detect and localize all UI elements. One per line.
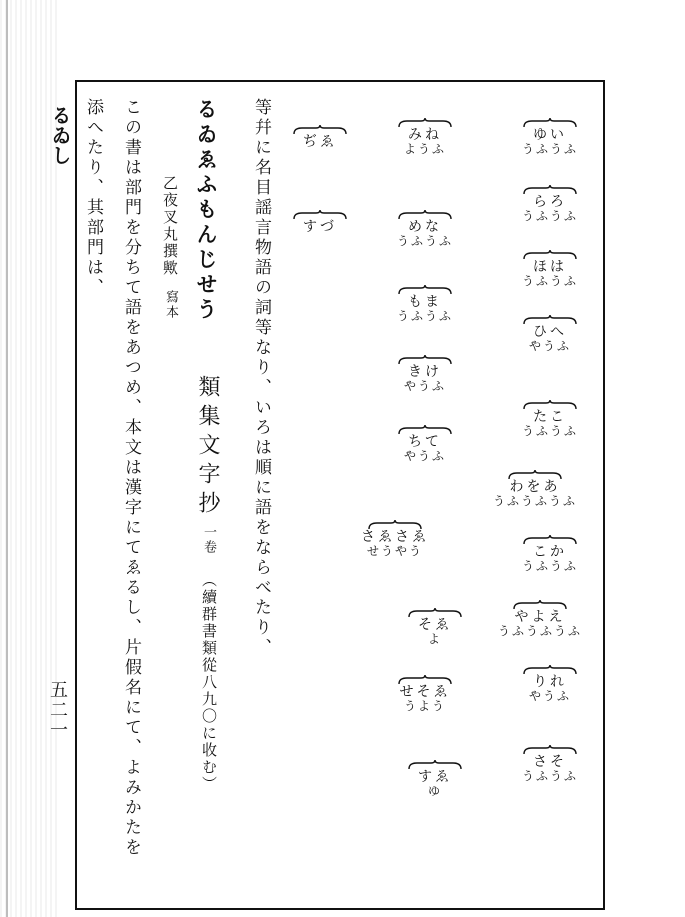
kana-pair bbox=[520, 535, 580, 577]
kana-pair-label: こか bbox=[533, 544, 567, 560]
kana-pair bbox=[290, 210, 350, 252]
kana-pair bbox=[395, 210, 455, 252]
kana-pair-reading: ようふ bbox=[403, 142, 446, 157]
description-line-3: 添へたり、其部門は、 bbox=[83, 98, 103, 298]
kana-pair-label: わをあ bbox=[509, 479, 561, 495]
kana-pair bbox=[520, 185, 580, 227]
kana-pair-label: みね bbox=[408, 127, 442, 143]
kana-pair bbox=[520, 118, 580, 160]
kana-pair bbox=[520, 745, 580, 787]
kana-pair-label: そゑ bbox=[418, 617, 452, 633]
kana-pair-reading: やうふ bbox=[403, 379, 446, 394]
entry-author: 乙夜叉丸撰歟 bbox=[161, 175, 179, 277]
kana-pair bbox=[395, 285, 455, 327]
kana-pair bbox=[520, 400, 580, 442]
kana-pair bbox=[520, 315, 580, 357]
kana-pair-reading: やうふ bbox=[403, 449, 446, 464]
kana-pair-reading: やうふ bbox=[528, 339, 571, 354]
page-number: 五二一 bbox=[47, 680, 68, 740]
entry-title-kanji: 類集文字抄 bbox=[195, 375, 220, 520]
kana-pair-label: ほは bbox=[533, 259, 567, 275]
kana-pair-label: らろ bbox=[533, 194, 567, 210]
kana-pair-label: さそ bbox=[533, 754, 567, 770]
kana-pair-reading: うふうふ bbox=[521, 274, 578, 289]
kana-pair-label: ひへ bbox=[533, 324, 567, 340]
kana-pair-label: ぢゑ bbox=[303, 134, 337, 150]
kana-pair-label: めな bbox=[408, 219, 442, 235]
description-line-2: この書は部門を分ちて語をあつめ、本文は漢字にてゑるし、片假名にて、よみかたを bbox=[121, 98, 141, 858]
kana-pair bbox=[520, 665, 580, 707]
kana-pair bbox=[405, 608, 465, 650]
kana-pair-reading: うふうふうふ bbox=[493, 494, 578, 509]
kana-pair-reading: うふうふ bbox=[521, 559, 578, 574]
kana-pair-reading: うふうふ bbox=[521, 424, 578, 439]
kana-pair-reading: うふうふ bbox=[521, 142, 578, 157]
kana-pair-reading: ゆ bbox=[427, 784, 442, 799]
manuscript-note: 寫本 bbox=[163, 290, 178, 320]
series-note: （續群書類從八九〇に收む） bbox=[200, 572, 218, 793]
kana-pair-reading: うふうふ bbox=[396, 309, 453, 324]
kana-pair-label: せそゑ bbox=[399, 684, 451, 700]
kana-pair-reading: やうふ bbox=[528, 689, 571, 704]
kana-pair-label: りれ bbox=[533, 674, 567, 690]
kana-pair bbox=[395, 118, 455, 160]
kana-pair-reading: うふうふうふ bbox=[498, 624, 583, 639]
kana-pair-label: さゑさゑ bbox=[361, 529, 429, 545]
entry-volume: 一卷 bbox=[201, 525, 216, 555]
kana-pair-reading: せうやう bbox=[366, 544, 423, 559]
kana-pair-reading: うふうふ bbox=[396, 234, 453, 249]
kana-pair-label: すづ bbox=[303, 219, 337, 235]
kana-pair-label: すゑ bbox=[418, 769, 452, 785]
kana-pair-label: ちて bbox=[408, 434, 442, 450]
kana-pair-reading: うふうふ bbox=[521, 769, 578, 784]
running-head: るゐし bbox=[48, 105, 72, 165]
kana-pair-label: ゆい bbox=[533, 127, 567, 143]
kana-pair bbox=[493, 470, 578, 512]
kana-pair bbox=[498, 600, 583, 642]
kana-pair-reading: うふうふ bbox=[521, 209, 578, 224]
kana-pair-label: もま bbox=[408, 294, 442, 310]
kana-pair bbox=[395, 675, 455, 717]
kana-pair-label: きけ bbox=[408, 364, 442, 380]
kana-pair bbox=[395, 425, 455, 467]
kana-pair-label: たこ bbox=[533, 409, 567, 425]
description-line-1: 等幷に名目謡言物語の詞等なり、いろは順に語をならべたり、 bbox=[251, 98, 271, 658]
entry-heading: るゐゑふもんじせう bbox=[194, 98, 219, 323]
kana-pair bbox=[520, 250, 580, 292]
kana-pair-reading: うよう bbox=[403, 699, 446, 714]
kana-pair bbox=[405, 760, 465, 802]
kana-pair bbox=[361, 520, 429, 562]
kana-pair bbox=[290, 125, 350, 167]
kana-pair-label: やよえ bbox=[514, 609, 566, 625]
kana-pair-reading: よ bbox=[427, 632, 442, 647]
kana-pair bbox=[395, 355, 455, 397]
